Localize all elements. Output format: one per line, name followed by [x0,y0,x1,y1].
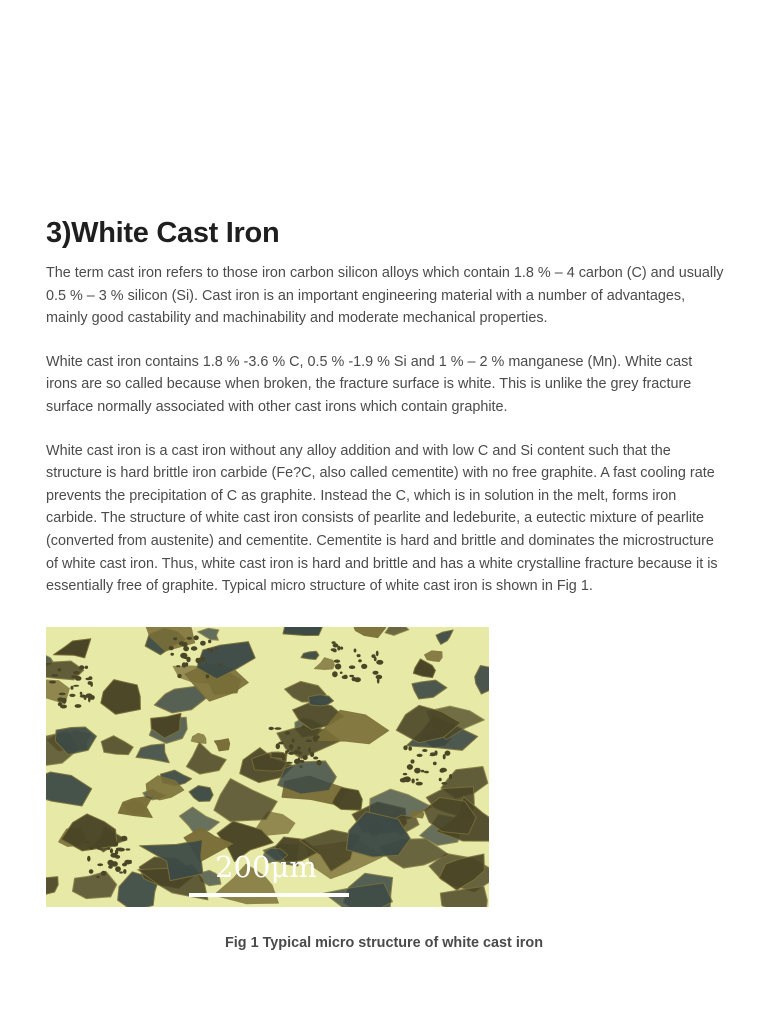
eutectic-dot [69,694,75,697]
eutectic-dot [103,836,109,838]
eutectic-dot [200,657,205,661]
eutectic-dot [123,869,126,874]
eutectic-dot [208,639,211,643]
eutectic-dot [289,744,293,750]
eutectic-dot [88,681,92,685]
eutectic-dot [377,678,380,684]
eutectic-dot [335,663,341,669]
eutectic-dot [285,731,290,735]
scale-bar-label: 200μm [215,849,317,884]
eutectic-dot [73,671,80,674]
eutectic-dot [300,765,303,768]
eutectic-dot [449,774,452,779]
article [46,214,726,951]
eutectic-dot [349,665,355,669]
eutectic-dot [297,746,300,750]
eutectic-dot [352,677,356,681]
eutectic-dot [73,685,79,687]
eutectic-dot [313,756,318,759]
eutectic-dot [282,755,286,760]
eutectic-dot [403,773,407,775]
eutectic-dot [422,749,427,752]
paragraph-intro: The term cast iron refers to those iron carbon silicon alloys which contain 1.8 % – 4 carbon (C) and usually 0.5 % – 3 % silicon (Si). Cast iron is an important engineering material with a number of advantages, mainly good castability and machinability and moderate mechanical properties. [46,265,724,327]
eutectic-dot [357,654,361,657]
eutectic-dot [416,778,419,780]
eutectic-dot [421,770,425,773]
eutectic-dot [85,665,88,668]
eutectic-dot [358,659,362,662]
eutectic-dot [299,751,302,755]
eutectic-dot [57,668,61,671]
eutectic-dot [182,662,186,667]
eutectic-dot [416,781,423,785]
eutectic-dot [424,770,429,773]
eutectic-dot [376,650,379,656]
eutectic-dot [206,674,209,678]
eutectic-dot [361,664,367,669]
eutectic-dot [126,848,131,850]
eutectic-dot [97,847,102,849]
eutectic-dot [191,646,198,650]
article-title: 3)White Cast Iron [46,217,280,249]
eutectic-dot [177,674,181,678]
eutectic-dot [124,859,131,864]
eutectic-dot [286,762,293,764]
eutectic-dot [407,764,413,770]
eutectic-dot [51,674,58,677]
eutectic-dot [274,727,281,730]
eutectic-dot [403,745,407,750]
eutectic-dot [176,665,180,667]
eutectic-dot [333,643,339,647]
eutectic-dot [334,659,340,662]
eutectic-dot [294,750,299,754]
eutectic-dot [59,692,66,695]
eutectic-dot [169,646,174,650]
eutectic-dot [83,841,90,843]
eutectic-dot [269,726,274,729]
eutectic-dot [97,863,103,866]
eutectic-dot [110,848,113,853]
eutectic-dot [287,749,290,752]
eutectic-dot [302,755,307,760]
eutectic-dot [313,736,319,742]
paragraph-composition: White cast iron contains 1.8 % -3.6 % C, 0.5 % -1.9 % Si and 1 % – 2 % manganese (Mn). White cast irons are so called because when broken, the fracture surface is white. This is unlike the grey fracture surface normally associated with other cast irons which contain graphite. [46,353,693,415]
eutectic-dot [118,847,125,851]
eutectic-dot [60,704,67,708]
eutectic-dot [332,671,338,677]
eutectic-dot [198,662,201,664]
eutectic-dot [107,847,111,850]
eutectic-dot [306,739,312,742]
eutectic-dot [170,652,174,655]
eutectic-dot [408,746,412,750]
eutectic-dot [75,676,82,681]
eutectic-dot [89,869,94,874]
eutectic-dot [354,648,357,652]
eutectic-dot [194,635,199,640]
eutectic-dot [316,760,321,766]
eutectic-dot [181,642,187,647]
eutectic-dot [187,637,192,640]
scale-bar [189,893,349,897]
eutectic-dot [108,865,113,869]
eutectic-dot [440,768,447,772]
eutectic-dot [200,640,206,645]
eutectic-dot [49,680,56,683]
eutectic-dot [218,663,223,665]
eutectic-dot [414,767,421,773]
eutectic-dot [411,778,414,783]
eutectic-dot [119,871,123,873]
figure-caption: Fig 1 Typical micro structure of white cast iron [225,934,543,951]
eutectic-dot [87,856,90,862]
eutectic-dot [443,754,446,759]
eutectic-dot [183,656,189,658]
pearlite-blob [283,627,322,636]
eutectic-dot [405,779,409,782]
eutectic-dot [173,637,177,640]
eutectic-dot [302,725,306,729]
eutectic-dot [71,685,74,689]
eutectic-dot [292,738,295,742]
eutectic-dot [110,853,117,858]
eutectic-dot [376,660,383,665]
eutectic-dot [85,677,91,680]
eutectic-dot [374,657,377,661]
eutectic-dot [310,751,314,756]
figure-microstructure [46,619,726,951]
eutectic-dot [411,759,415,763]
microstructure-image [46,627,489,907]
eutectic-dot [276,743,280,749]
eutectic-dot [121,836,128,841]
eutectic-dot [88,696,91,702]
eutectic-dot [340,671,343,673]
eutectic-dot [297,757,300,763]
eutectic-dot [215,647,218,649]
eutectic-dot [288,751,295,754]
eutectic-dot [209,648,213,652]
eutectic-dot [417,754,423,757]
eutectic-dot [445,750,451,755]
eutectic-dot [433,761,437,765]
eutectic-dot [96,875,99,877]
paragraph-structure: White cast iron is a cast iron without any alloy addition and with low C and Si content such that the structure is hard brittle iron carbide (Fe?C, also called cementite) with no free graphite. A fast cooling rate prevents the precipitation of C as graphite. Instead the C, which is in solution in the melt, forms iron carbide. The structure of white cast iron consists of pearlite and ledeburite, a eutectic mixture of pearlite (converted from austenite) and cementite. Cementite is hard and brittle and dominates the microstructure of white cast iron. Thus, white cast iron is hard and brittle and has a white crystalline fracture because it is essentially free of graphite. Typical micro structure of white cast iron is shown in Fig 1. [46,442,718,595]
eutectic-dot [58,699,63,702]
eutectic-dot [89,845,94,849]
eutectic-dot [75,704,82,708]
eutectic-dot [439,777,442,781]
eutectic-dot [112,841,119,847]
eutectic-dot [441,782,447,785]
eutectic-dot [349,675,354,677]
eutectic-dot [115,866,121,872]
eutectic-dot [342,675,348,679]
eutectic-dot [101,870,107,875]
eutectic-dot [308,747,311,752]
eutectic-dot [333,649,337,652]
eutectic-dot [80,691,83,694]
eutectic-dot [434,750,437,755]
eutectic-dot [373,670,379,674]
eutectic-dot [340,646,343,649]
eutectic-dot [79,665,85,669]
